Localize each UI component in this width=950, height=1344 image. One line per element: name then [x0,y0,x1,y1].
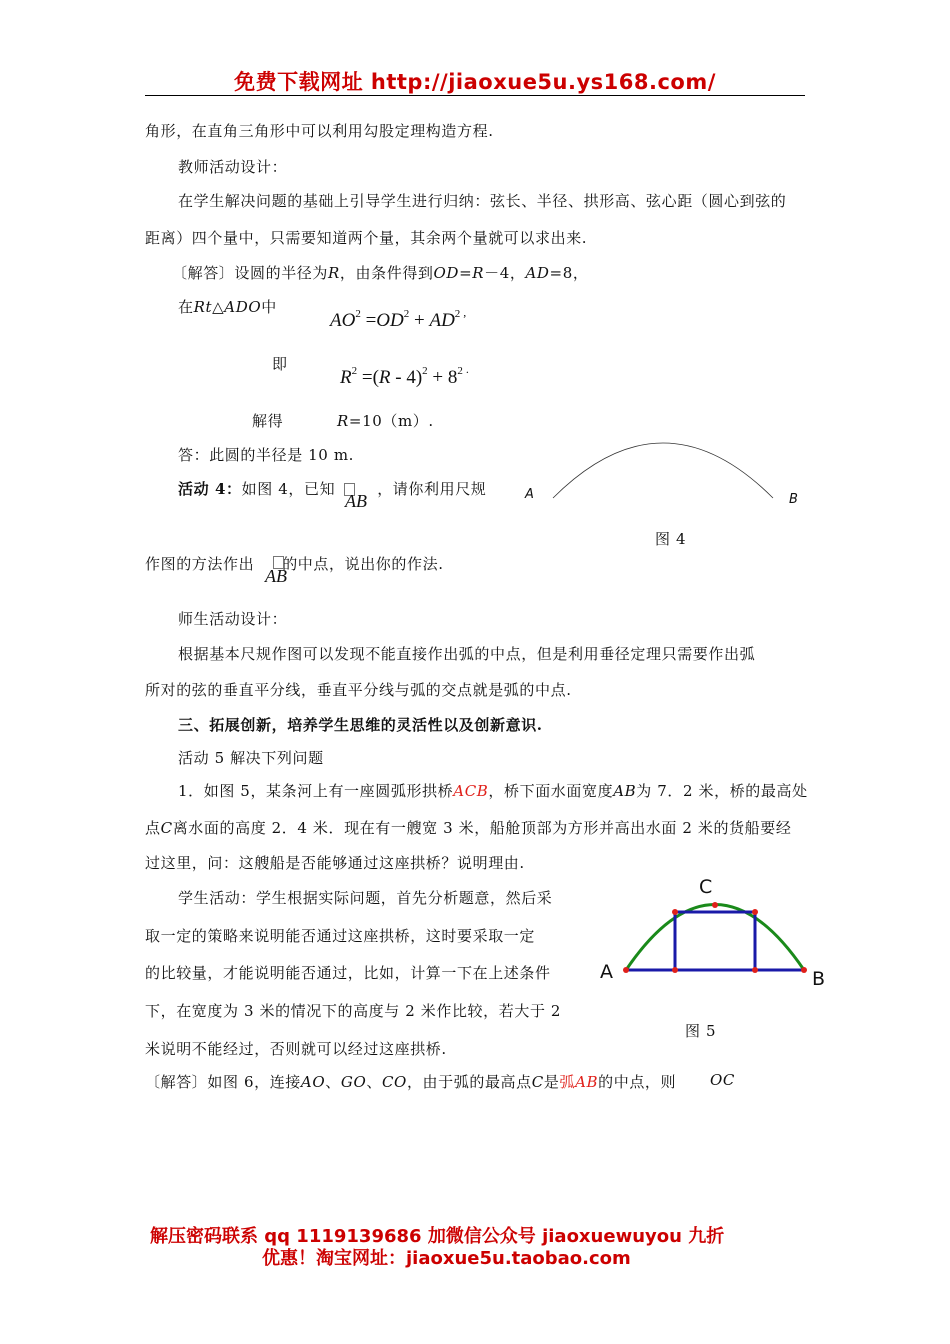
activity4-line: 活动 4：如图 4，已知 ，请你利用尺规 [178,480,487,498]
figure5-point [623,967,629,973]
question-line: 点C离水面的高度 2．4 米．现在有一艘宽 3 米，船舱顶部为方形并高出水面 2 米的货船要经 [145,819,792,837]
text-line: 下，在宽度为 3 米的情况下的高度与 2 米作比较，若大于 2 [145,1002,562,1020]
figure5-label-a: A [600,961,613,983]
triangle-intro: 在Rt△ADO中 [178,298,277,316]
text-line: 教师活动设计： [178,158,288,176]
text-line: 米说明不能经过，否则就可以经过这座拱桥. [145,1040,447,1058]
text-line: 学生活动：学生根据实际问题，首先分析题意，然后采 [178,889,553,907]
figure5-caption: 图 5 [685,1022,717,1040]
text-ji: 即 [272,355,288,373]
arc-label: AB [265,566,287,586]
figure5-point [752,909,758,915]
figure4-arc [553,443,773,498]
figure4-label-b: B [789,492,798,507]
figure5-arch [626,905,804,971]
figure5-point [752,967,758,973]
figure4-arc-diagram [520,435,810,510]
result-radius: R=10（m）. [337,412,434,430]
figure5-point-c [712,902,718,908]
section-heading: 三、拓展创新，培养学生思维的灵活性以及创新意识. [178,716,543,734]
figure4-caption: 图 4 [655,530,687,548]
solution-line: 〔解答〕设圆的半径为R，由条件得到OD=R－4，AD=8， [172,264,589,282]
text-jiede: 解得 [252,412,284,430]
question-line: 1．如图 5，某条河上有一座圆弧形拱桥ACB，桥下面水面宽度AB为 7．2 米，桥的最高处 [178,782,808,800]
header-divider [145,95,805,96]
header-link[interactable]: 免费下载网址 http://jiaoxue5u.ys168.com/ [234,70,716,94]
footer-line-2[interactable]: 优惠！淘宝网址：jiaoxue5u.taobao.com [262,1248,631,1269]
figure5-ship [675,912,755,970]
activity5-heading: 活动 5 解决下列问题 [178,749,324,767]
equation-radius: $R^2 =(R - 4)^2 + 8^2$ . [340,362,469,388]
text-line: 师生活动设计： [178,610,288,628]
footer-line-1[interactable]: 解压密码联系 qq 1119139686 加微信公众号 jiaoxuewuyou 九折 [150,1226,725,1247]
text-line: 的比较量，才能说明能否通过，比如，计算一下在上述条件 [145,964,551,982]
figure5-point [672,909,678,915]
text-line: 距离）四个量中，只需要知道两个量，其余两个量就可以求出来. [145,229,588,247]
answer-line: 答：此圆的半径是 10 m. [178,446,355,464]
question-line: 过这里，问：这艘船是否能够通过这座拱桥？说明理由. [145,854,525,872]
figure4-label-a: A [525,487,534,502]
text-line: 所对的弦的垂直平分线，垂直平分线与弧的交点就是弧的中点. [145,681,572,699]
equation-pythagoras: $AO^2 =OD^2 + AD^2$ , [330,305,467,331]
text-line: 取一定的策略来说明能否通过这座拱桥，这时要采取一定 [145,927,536,945]
text-line: 根据基本尺规作图可以发现不能直接作出弧的中点，但是利用垂径定理只需要作出弧 [178,645,756,663]
text-line: 在学生解决问题的基础上引导学生进行归纳：弦长、半径、拱形高、弦心距（圆心到弦的 [178,192,787,210]
arc-label: AB [345,491,367,511]
figure5-label-c: C [699,876,713,898]
figure5-label-b: B [812,968,826,990]
figure5-point [672,967,678,973]
figure5-bridge-diagram [600,870,830,1000]
solution-line: 〔解答〕如图 6，连接AO、GO、CO，由于弧的最高点C是弧AB的中点，则 [145,1073,677,1091]
figure5-point [801,967,807,973]
activity4-line-2: 作图的方法作出 的中点，说出你的作法. [145,555,444,573]
text-line: 角形，在直角三角形中可以利用勾股定理构造方程. [145,122,494,140]
text-oc: OC [710,1071,735,1089]
